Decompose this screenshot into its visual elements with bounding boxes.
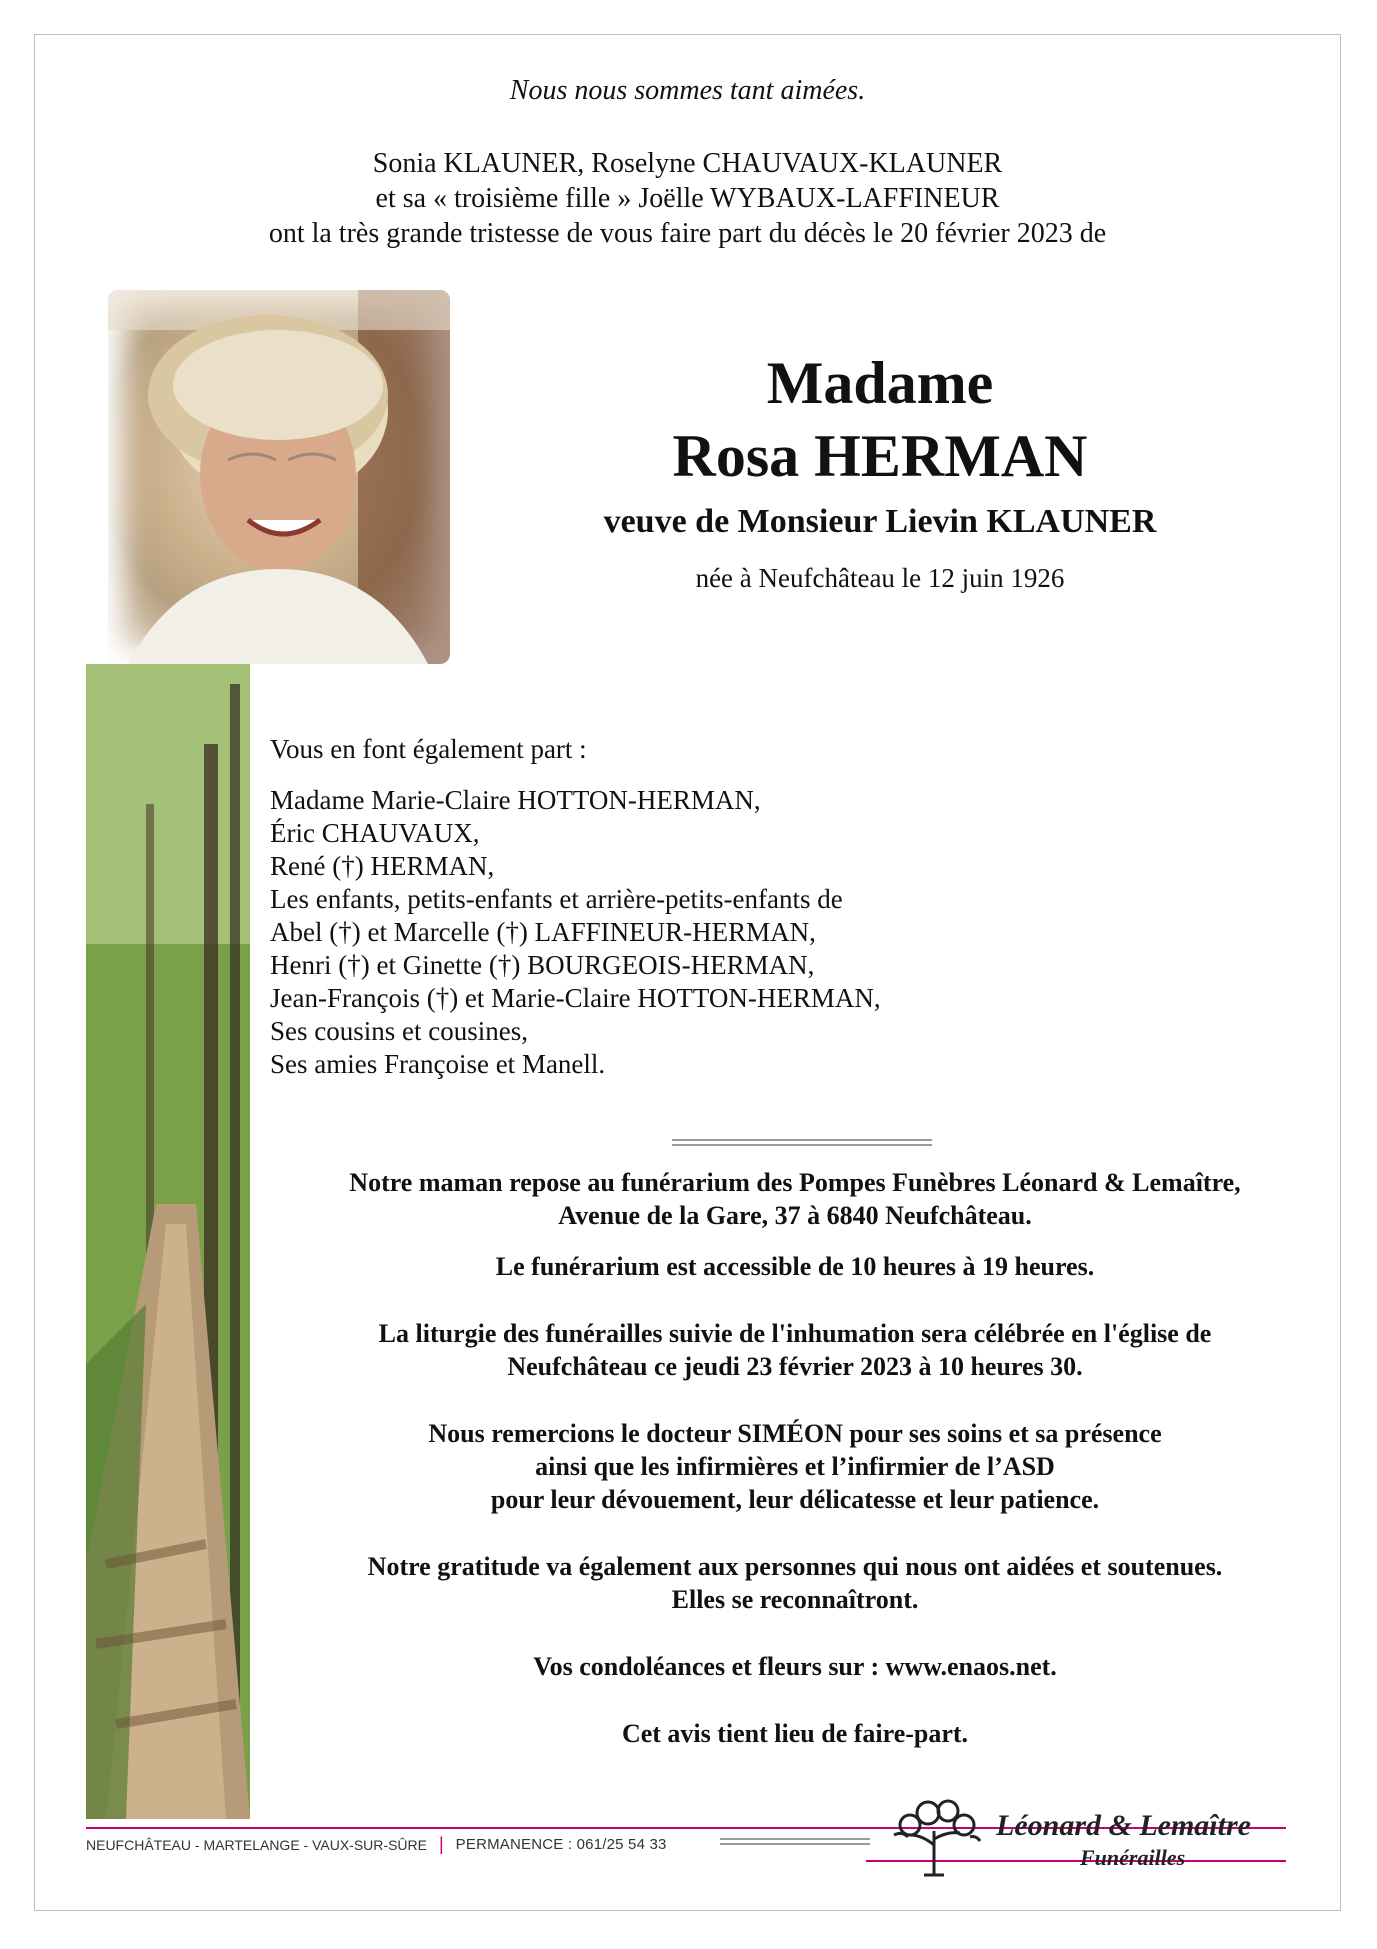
footer-permanence: PERMANENCE : 061/25 54 33 [455,1836,667,1853]
brand-subtitle: Funérailles [1080,1845,1186,1870]
liturgy-date: Neufchâteau ce jeudi 23 février 2023 à 10 heures 30. [507,1352,1083,1381]
deceased-name: Rosa HERMAN [672,423,1088,489]
thanks-line: pour leur dévouement, leur délicatesse et leur patience. [490,1485,1100,1514]
family-member: Éric CHAUVAUX, [270,818,480,848]
birth-info: née à Neufchâteau le 12 juin 1926 [695,563,1065,593]
tree-logo-icon [884,1795,984,1877]
gratitude-line: Notre gratitude va également aux personnes qui nous ont aidées et soutenues. [367,1552,1223,1581]
sender-line: ont la très grande tristesse de vous faire part du décès le 20 février 2023 de [268,217,1107,249]
funeral-info [250,1166,1340,1750]
section-divider [672,1139,932,1146]
senders [34,146,1341,251]
deceased-block [500,350,1260,594]
honorific: Madame [766,350,994,416]
condolences-link[interactable]: Vos condoléances et fleurs sur : www.enaos.net. [533,1652,1057,1681]
portrait-photo [108,290,450,664]
family-member: Madame Marie-Claire HOTTON-HERMAN, [270,785,761,815]
thanks-line: Nous remercions le docteur SIMÉON pour ses soins et sa présence [428,1419,1162,1448]
family-member: Ses cousins et cousines, [270,1016,528,1046]
thanks-line: ainsi que les infirmières et l’infirmier de l’ASD [535,1452,1055,1481]
funeral-home-logo [884,1795,1304,1875]
family-member: Ses amies Françoise et Manell. [270,1049,606,1079]
sender-line: et sa « troisième fille » Joëlle WYBAUX-LAFFINEUR [375,182,1000,214]
family-intro: Vous en font également part : [270,734,587,764]
announcement-header [34,74,1341,251]
family-member: Jean-François (†) et Marie-Claire HOTTON-HERMAN, [270,983,881,1013]
visiting-hours: Le funérarium est accessible de 10 heures à 19 heures. [495,1252,1095,1281]
motto: Nous nous sommes tant aimées. [509,75,866,106]
rest-line: Notre maman repose au funérarium des Pompes Funèbres Léonard & Lemaître, [349,1168,1241,1197]
sender-line: Sonia KLAUNER, Roselyne CHAUVAUX-KLAUNER [372,147,1003,179]
brand-name: Léonard & Lemaître [996,1809,1251,1842]
family-member: Les enfants, petits-enfants et arrière-petits-enfants de [270,884,843,914]
widow-of: veuve de Monsieur Lievin KLAUNER [603,503,1157,540]
family-member: René (†) HERMAN, [270,851,495,881]
liturgy-line: La liturgie des funérailles suivie de l'inhumation sera célébrée en l'église de [378,1319,1212,1348]
family-member: Henri (†) et Ginette (†) BOURGEOIS-HERMAN, [270,950,815,980]
gratitude-line: Elles se reconnaîtront. [671,1585,919,1614]
forest-path-image [86,664,250,1819]
notice-text: Cet avis tient lieu de faire-part. [621,1719,969,1748]
rest-address: Avenue de la Gare, 37 à 6840 Neufchâteau. [558,1201,1032,1230]
family-list [270,733,881,1081]
family-member: Abel (†) et Marcelle (†) LAFFINEUR-HERMAN, [270,917,816,947]
footer-divider [720,1838,870,1845]
footer-locations: NEUFCHÂTEAU - MARTELANGE - VAUX-SUR-SÛRE [86,1836,427,1853]
footer-separator: | [438,1834,444,1854]
footer-contact [86,1834,667,1855]
